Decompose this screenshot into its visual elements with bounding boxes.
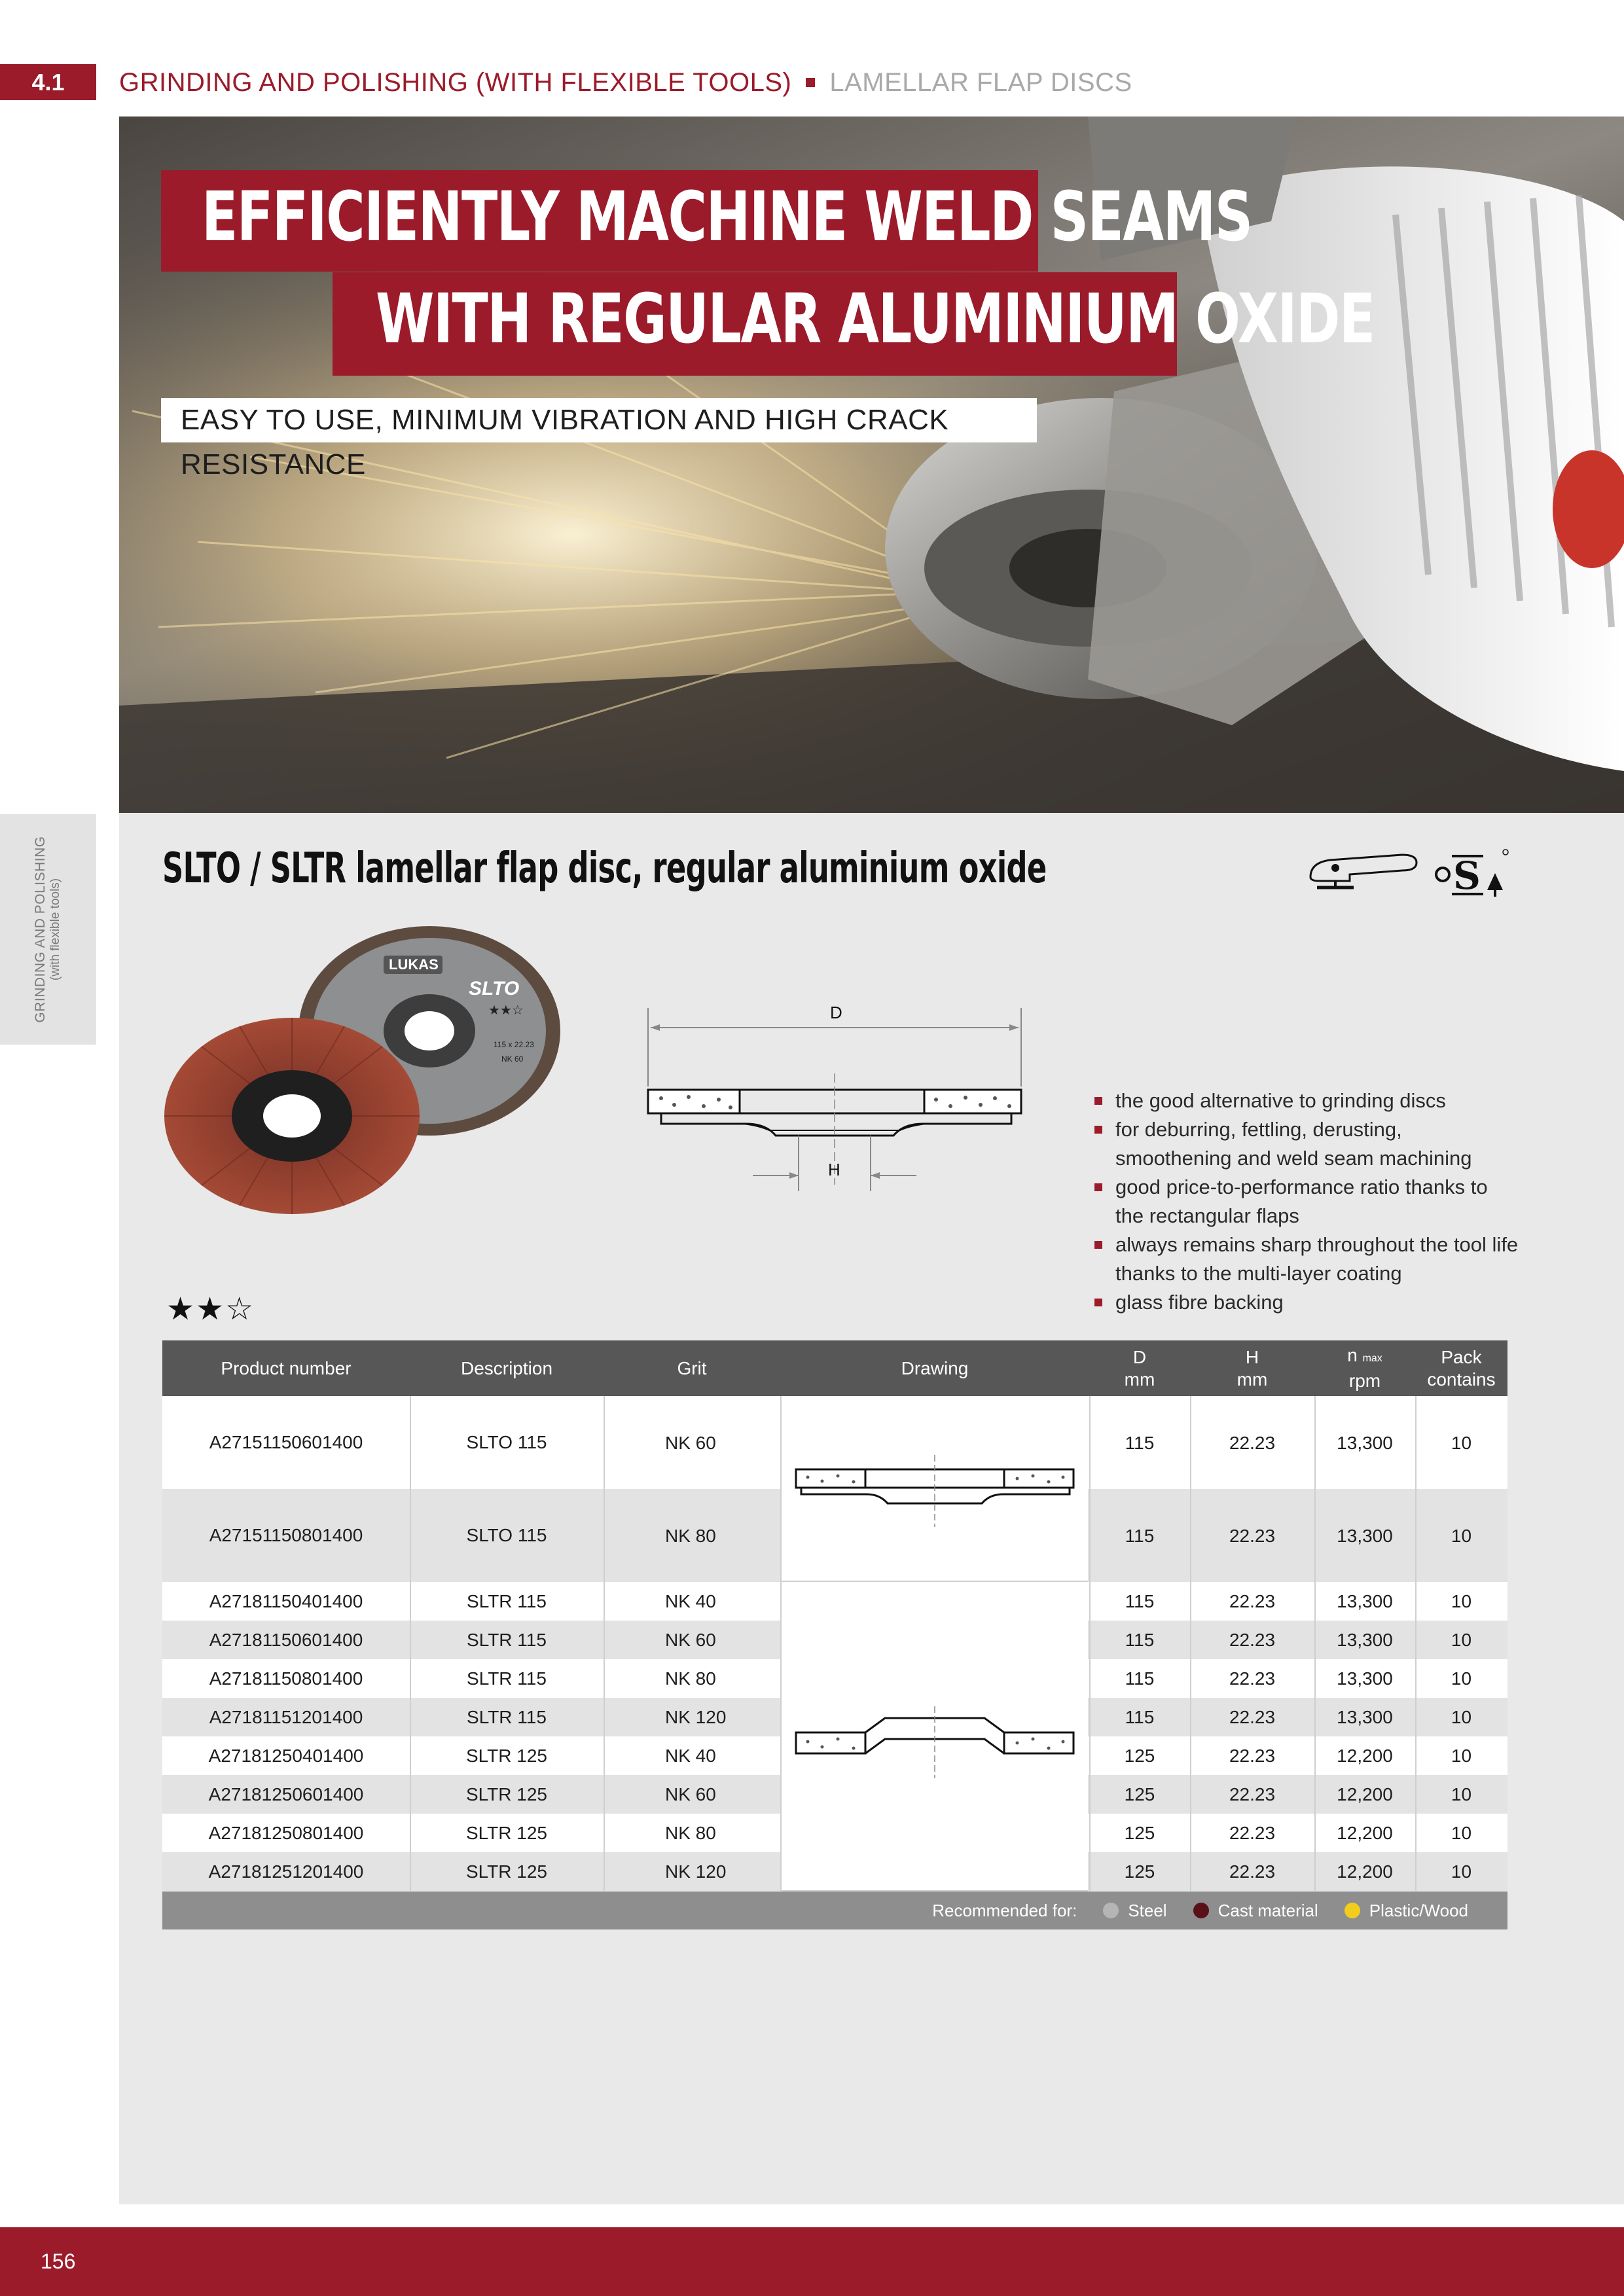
cell-pack: 10	[1451, 1784, 1472, 1804]
cell-product-number: A27151150601400	[209, 1432, 363, 1452]
cell-description: SLTR 115	[467, 1706, 547, 1727]
col-header-d-unit: mm	[1124, 1369, 1155, 1390]
cell-product-number: A27181150801400	[209, 1668, 363, 1689]
cell-product-number: A27181150601400	[209, 1629, 363, 1650]
cell-product-number: A27151150801400	[209, 1525, 363, 1545]
drawing-cell-slto	[782, 1396, 1088, 1582]
cell-n: 12,200	[1337, 1784, 1393, 1804]
cell-grit: NK 120	[665, 1706, 727, 1727]
column-divider	[1089, 1396, 1091, 1891]
subheadline: EASY TO USE, MINIMUM VIBRATION AND HIGH CRACK RESISTANCE	[161, 398, 1037, 442]
disc-label-name: SLTO	[469, 978, 520, 999]
disc-label-size: 115 x 22.23	[494, 1040, 534, 1049]
cell-n: 13,300	[1337, 1590, 1393, 1611]
cell-d: 115	[1125, 1590, 1155, 1611]
cell-d: 125	[1124, 1745, 1155, 1766]
section-number: 4.1	[0, 64, 96, 100]
col-header-n-symbol: n	[1347, 1345, 1358, 1365]
cell-description: SLTR 125	[466, 1822, 547, 1843]
cell-h: 22.23	[1229, 1526, 1276, 1546]
cell-product-number: A27181150401400	[209, 1590, 363, 1611]
cell-h: 22.23	[1229, 1706, 1276, 1727]
side-tab-label	[33, 836, 63, 1022]
cell-grit: NK 120	[665, 1861, 727, 1882]
table-header	[162, 1340, 1507, 1396]
product-table	[162, 1340, 1507, 1929]
product-title: SLTO / SLTR lamellar flap disc, regular aluminium oxide	[162, 844, 1047, 893]
col-header-n-sub: max	[1362, 1353, 1382, 1364]
disc-label-rating: ★★☆	[488, 1002, 524, 1018]
column-divider	[1314, 1396, 1316, 1891]
cell-product-number: A27181151201400	[209, 1706, 363, 1727]
col-header-h-unit: mm	[1236, 1369, 1268, 1390]
col-header-description: Description	[460, 1357, 553, 1378]
feature-item: for deburring, fettling, derusting, smoothening and weld seam machining	[1094, 1115, 1520, 1173]
cell-description: SLTR 125	[466, 1745, 547, 1766]
cell-grit: NK 60	[665, 1784, 716, 1804]
cell-description: SLTO 115	[466, 1432, 547, 1452]
cell-product-number: A27181251201400	[208, 1861, 364, 1882]
recommended-steel: Steel	[1128, 1900, 1167, 1920]
cell-n: 13,300	[1337, 1629, 1393, 1650]
cell-d: 115	[1125, 1706, 1155, 1727]
plastic-wood-dot-icon	[1344, 1903, 1360, 1918]
cell-n: 13,300	[1337, 1526, 1393, 1546]
steel-dot-icon	[1103, 1903, 1119, 1918]
cell-grit: NK 40	[665, 1590, 716, 1611]
col-header-grit: Grit	[677, 1357, 707, 1378]
col-header-n-label	[1347, 1344, 1382, 1370]
cell-pack: 10	[1451, 1745, 1472, 1766]
cell-h: 22.23	[1229, 1629, 1276, 1650]
cell-h: 22.23	[1229, 1745, 1276, 1766]
cell-description: SLTR 125	[466, 1861, 547, 1882]
product-photo	[161, 923, 567, 1224]
column-divider	[410, 1396, 411, 1891]
cell-grit: NK 80	[665, 1822, 716, 1843]
cell-grit: NK 80	[665, 1668, 716, 1689]
cell-pack: 10	[1451, 1706, 1472, 1727]
cell-pack: 10	[1451, 1590, 1472, 1611]
col-header-d-label: D	[1132, 1346, 1147, 1367]
col-header-n-unit: rpm	[1348, 1371, 1381, 1391]
headline-line-1: EFFICIENTLY MACHINE WELD SEAMS	[202, 177, 1252, 257]
cell-n: 12,200	[1337, 1822, 1393, 1843]
drawing-cell-sltr	[782, 1582, 1088, 1892]
col-header-h-label: H	[1245, 1346, 1259, 1367]
side-tab-line-2: (with flexible tools)	[48, 878, 62, 981]
cell-description: SLTR 115	[467, 1629, 547, 1650]
recommended-cast-material: Cast material	[1218, 1900, 1318, 1920]
feature-item: the good alternative to grinding discs	[1094, 1086, 1520, 1115]
sltr-cross-section-drawing	[782, 1582, 1088, 1892]
cell-grit: NK 60	[665, 1433, 716, 1453]
slto-cross-section-drawing	[782, 1396, 1088, 1582]
cell-product-number: A27181250401400	[208, 1745, 364, 1766]
feature-list	[1094, 1086, 1520, 1317]
cell-description: SLTR 125	[466, 1784, 547, 1804]
recommended-plastic-wood: Plastic/Wood	[1369, 1900, 1468, 1920]
column-divider	[1190, 1396, 1191, 1891]
svg-text:S: S	[1453, 853, 1481, 898]
cell-pack: 10	[1451, 1526, 1472, 1546]
cell-grit: NK 40	[665, 1745, 716, 1766]
breadcrumb	[119, 63, 1132, 102]
col-header-h	[1190, 1340, 1314, 1396]
cell-d: 115	[1125, 1629, 1155, 1650]
cell-n: 12,200	[1337, 1861, 1393, 1882]
cell-n: 12,200	[1337, 1745, 1393, 1766]
cell-n: 13,300	[1337, 1668, 1393, 1689]
column-divider	[780, 1396, 782, 1891]
cell-h: 22.23	[1229, 1822, 1276, 1843]
cell-pack: 10	[1451, 1668, 1472, 1689]
cell-grit: NK 60	[665, 1629, 716, 1650]
col-header-n	[1314, 1340, 1415, 1396]
cell-pack: 10	[1451, 1629, 1472, 1650]
cell-pack: 10	[1451, 1433, 1472, 1453]
col-header-drawing: Drawing	[901, 1357, 969, 1378]
table-footer	[162, 1892, 1507, 1929]
col-header-product-number: Product number	[221, 1357, 352, 1378]
col-header-d	[1089, 1340, 1190, 1396]
cell-d: 115	[1125, 1526, 1155, 1546]
disc-label-brand: LUKAS	[389, 956, 439, 973]
rating-stars: ★★☆	[166, 1291, 255, 1327]
cell-d: 115	[1125, 1433, 1155, 1453]
cell-h: 22.23	[1229, 1590, 1276, 1611]
recommended-for-label: Recommended for:	[932, 1900, 1077, 1920]
cell-h: 22.23	[1229, 1861, 1276, 1882]
cell-d: 125	[1124, 1861, 1155, 1882]
column-divider	[604, 1396, 605, 1891]
cell-pack: 10	[1451, 1861, 1472, 1882]
cell-d: 125	[1124, 1822, 1155, 1843]
cell-d: 115	[1125, 1668, 1155, 1689]
page-number: 156	[41, 2250, 76, 2273]
headline-line-2: WITH REGULAR ALUMINIUM OXIDE	[376, 279, 1375, 359]
cell-product-number: A27181250601400	[208, 1784, 364, 1804]
diagram-label-h: H	[828, 1160, 840, 1179]
cell-h: 22.23	[1229, 1668, 1276, 1689]
dimension-diagram	[641, 995, 1034, 1211]
column-divider	[1415, 1396, 1416, 1891]
osa-certification-icon	[1432, 847, 1511, 899]
hero-image	[119, 117, 1624, 813]
cell-n: 13,300	[1337, 1706, 1393, 1727]
col-header-pack-top: Pack	[1441, 1346, 1482, 1367]
feature-item: glass fibre backing	[1094, 1288, 1520, 1317]
breadcrumb-separator-icon	[806, 78, 815, 87]
cast-material-dot-icon	[1193, 1903, 1209, 1918]
side-tab-line-1: GRINDING AND POLISHING	[33, 836, 48, 1023]
angle-grinder-icon	[1304, 844, 1422, 897]
col-header-pack-bottom: contains	[1427, 1369, 1496, 1390]
cell-description: SLTR 115	[467, 1668, 547, 1689]
cell-d: 125	[1124, 1784, 1155, 1804]
cell-pack: 10	[1451, 1822, 1472, 1843]
feature-item: good price-to-performance ratio thanks to the rectangular flaps	[1094, 1173, 1520, 1230]
cell-h: 22.23	[1229, 1433, 1276, 1453]
col-header-pack	[1415, 1340, 1507, 1396]
subsection-title: LAMELLAR FLAP DISCS	[829, 67, 1132, 97]
feature-item: always remains sharp throughout the tool life thanks to the multi-layer coating	[1094, 1230, 1520, 1288]
cell-n: 13,300	[1337, 1433, 1393, 1453]
cell-description: SLTO 115	[466, 1525, 547, 1545]
disc-label-grit: NK 60	[501, 1054, 524, 1064]
cell-product-number: A27181250801400	[208, 1822, 364, 1843]
section-title: GRINDING AND POLISHING (WITH FLEXIBLE TOOLS)	[119, 67, 792, 97]
cell-h: 22.23	[1229, 1784, 1276, 1804]
page-footer	[0, 2227, 1624, 2296]
cell-description: SLTR 115	[467, 1590, 547, 1611]
diagram-label-d: D	[830, 1003, 842, 1022]
cell-grit: NK 80	[665, 1526, 716, 1546]
